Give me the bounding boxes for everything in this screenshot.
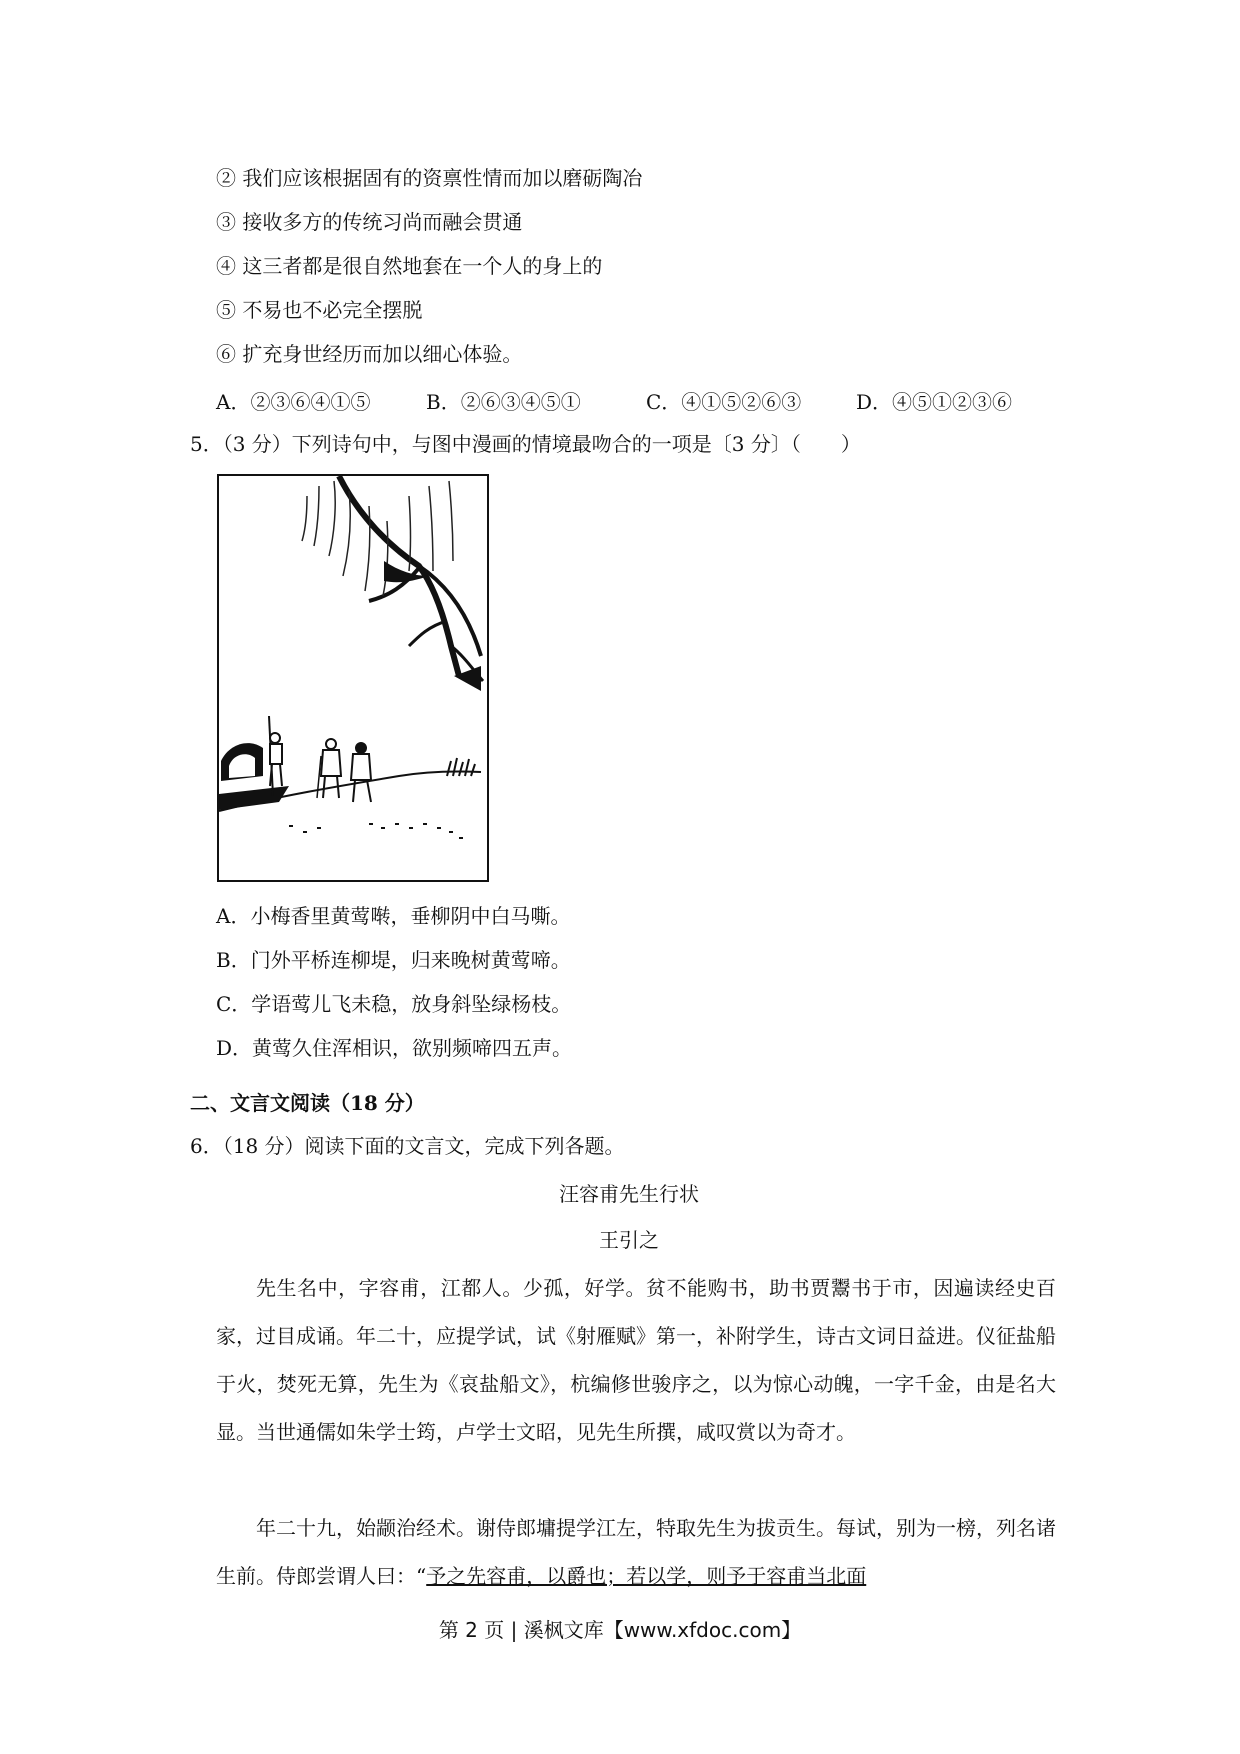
passage-paragraph-2 xyxy=(216,1504,1056,1600)
paragraph-2-text: 年二十九，始颛治经术。谢侍郎墉提学江左，特取先生为拔贡生。每试，别为一榜，列名诸生前。侍郎尝谓人曰：“ xyxy=(216,1516,1056,1588)
q6-stem: 6．（18 分）阅读下面的文言文，完成下列各题。 xyxy=(190,1134,625,1158)
section-heading: 二、文言文阅读（18 分） xyxy=(190,1091,425,1115)
q5-option-c: C．学语莺儿飞未稳，放身斜坠绿杨枝。 xyxy=(216,992,572,1016)
cartoon-illustration xyxy=(217,474,489,882)
q4-option-b: B．②⑥③④⑤① xyxy=(426,390,581,414)
q4-item-4: ④ 这三者都是很自然地套在一个人的身上的 xyxy=(216,254,603,278)
q4-option-a: A．②③⑥④①⑤ xyxy=(216,390,371,414)
q5-option-d: D．黄莺久住浑相识，欲别频啼四五声。 xyxy=(216,1036,573,1060)
q4-item-2: ② 我们应该根据固有的资禀性情而加以磨砺陶冶 xyxy=(216,166,643,190)
passage-title: 汪容甫先生行状 xyxy=(559,1182,699,1206)
q4-option-c: C．④①⑤②⑥③ xyxy=(646,390,802,414)
q4-item-6: ⑥ 扩充身世经历而加以细心体验。 xyxy=(216,342,523,366)
q4-option-d: D．④⑤①②③⑥ xyxy=(856,390,1013,414)
q5-option-a: A．小梅香里黄莺啭，垂柳阴中白马嘶。 xyxy=(216,904,571,928)
page-footer: 第 2 页 | 溪枫文库【www.xfdoc.com】 xyxy=(438,1618,802,1642)
passage-author: 王引之 xyxy=(599,1228,659,1252)
passage-paragraph-1: 先生名中，字容甫，江都人。少孤，好学。贫不能购书，助书贾鬻书于市，因遍读经史百家，过目成诵。年二十，应提学试，试《射雁赋》第一，补附学生，诗古文词日益进。仪征盐船于火，焚死无算，先生为《哀盐船文》，杭编修世骏序之，以为惊心动魄，一字千金，由是名大显。当世通儒如朱学士筠，卢学士文昭，见先生所撰，咸叹赏以为奇才。 xyxy=(216,1276,1056,1444)
underlined-sentence: 予之先容甫，以爵也；若以学，则予于容甫当北面 xyxy=(426,1564,867,1588)
q5-option-b: B．门外平桥连柳堤，归来晚树黄莺啼。 xyxy=(216,948,571,972)
q4-item-5: ⑤ 不易也不必完全摆脱 xyxy=(216,298,423,322)
q4-item-3: ③ 接收多方的传统习尚而融会贯通 xyxy=(216,210,523,234)
q5-stem: 5．（3 分）下列诗句中，与图中漫画的情境最吻合的一项是〔3 分〕（ ） xyxy=(190,432,861,456)
cartoon-drawing xyxy=(219,476,487,880)
